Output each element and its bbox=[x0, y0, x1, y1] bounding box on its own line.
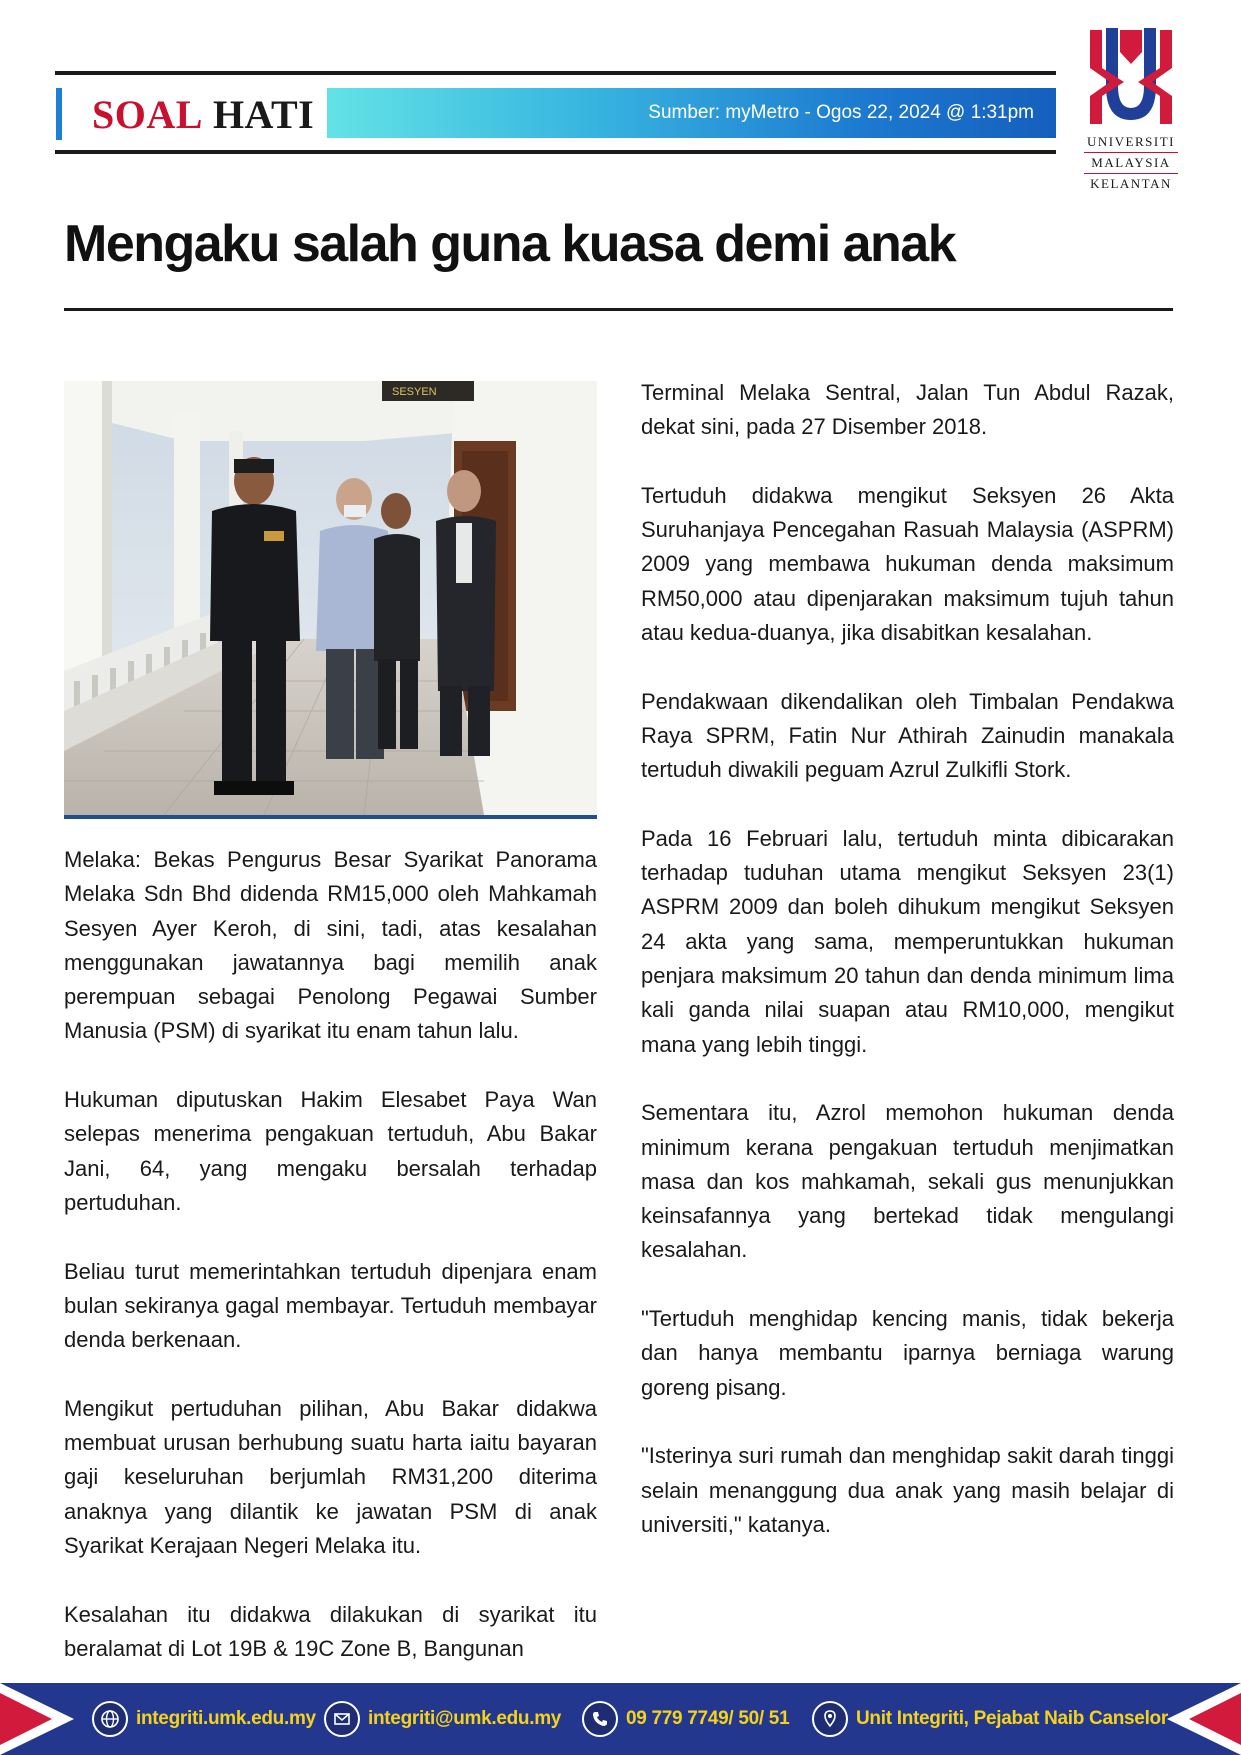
article-paragraph: Melaka: Bekas Pengurus Besar Syarikat Panorama Melaka Sdn Bhd didenda RM15,000 oleh Mahkamah Sesyen Ayer Keroh, di sini, tadi, atas kesalahan menggunakan jawatannya bagi memilih anak perempuan sebagai Penolong Pegawai Sumber Manusia (PSM) di syarikat itu enam tahun lalu. bbox=[64, 847, 597, 1044]
footer-email[interactable] bbox=[324, 1701, 561, 1737]
footer-website-text: integriti.umk.edu.my bbox=[136, 1708, 316, 1729]
logo-text-malaysia: MALAYSIA bbox=[1091, 155, 1171, 170]
footer-left-chevron bbox=[0, 1683, 74, 1755]
title-underline bbox=[64, 308, 1173, 311]
footer-phone-text: 09 779 7749/ 50/ 51 bbox=[626, 1708, 790, 1729]
article-paragraph: Pada 16 Februari lalu, tertuduh minta dibicarakan terhadap tuduhan utama mengikut Seksyen 23(1) ASPRM 2009 dan boleh dihukum mengikut Seksyen 24 akta yang sama, memperuntukkan hukuman penjara maksimum 20 tahun dan denda minimum lima kali ganda nilai suapan atau RM10,000, mengikut mana yang lebih tinggi. bbox=[641, 825, 1174, 1057]
article-title: Mengaku salah guna kuasa demi anak bbox=[64, 215, 956, 273]
phone-icon bbox=[582, 1701, 618, 1737]
footer-contact-bar bbox=[0, 1683, 1241, 1755]
source-text: Sumber: myMetro - Ogos 22, 2024 @ 1:31pm bbox=[648, 102, 1034, 123]
article-paragraph: "Tertuduh menghidap kencing manis, tidak bekerja dan hanya membantu iparnya berniaga warung goreng pisang. bbox=[641, 1306, 1174, 1400]
article-paragraph: Mengikut pertuduhan pilihan, Abu Bakar didakwa membuat urusan berhubung suatu harta iaitu bayaran gaji keseluruhan berjumlah RM31,200 diterima anaknya yang dilantik ke jawatan PSM di anak Syarikat Kerajaan Negeri Melaka itu. bbox=[64, 1395, 597, 1558]
globe-icon bbox=[92, 1701, 128, 1737]
mail-icon bbox=[324, 1701, 360, 1737]
brand-title bbox=[92, 88, 314, 140]
footer-right-chevron bbox=[1167, 1683, 1241, 1755]
footer-office[interactable] bbox=[812, 1701, 1168, 1737]
brand-title-hati: HATI bbox=[212, 91, 315, 137]
footer-office-text: Unit Integriti, Pejabat Naib Canselor bbox=[856, 1708, 1168, 1729]
umk-logo bbox=[1082, 24, 1180, 192]
article-photo bbox=[64, 381, 597, 819]
source-banner bbox=[327, 88, 1056, 138]
article-body-left-column bbox=[64, 843, 597, 1700]
article-paragraph: Kesalahan itu didakwa dilakukan di syarikat itu beralamat di Lot 19B & 19C Zone B, Bangunan bbox=[64, 1601, 597, 1661]
brand-accent-bar bbox=[56, 88, 62, 140]
article-paragraph: "Isterinya suri rumah dan menghidap sakit darah tinggi selain menanggung dua anak yang masih belajar di universiti," katanya. bbox=[641, 1443, 1174, 1537]
footer-email-text: integriti@umk.edu.my bbox=[368, 1708, 562, 1729]
location-icon bbox=[812, 1701, 848, 1737]
article-paragraph: Beliau turut memerintahkan tertuduh dipenjara enam bulan sekiranya gagal membayar. Tertuduh membayar denda berkenaan. bbox=[64, 1258, 597, 1353]
article-paragraph: Hukuman diputuskan Hakim Elesabet Paya Wan selepas menerima pengakuan tertuduh, Abu Bakar Jani, 64, yang mengaku bersalah terhadap pertuduhan. bbox=[64, 1087, 597, 1215]
brand-title-soal: SOAL bbox=[92, 91, 203, 137]
article-paragraph: Tertuduh didakwa mengikut Seksyen 26 Akta Suruhanjaya Pencegahan Rasuah Malaysia (ASPRM) 2009 yang membawa hukuman denda maksimum RM50,000 atau dipenjarakan maksimum tujuh tahun atau kedua-duanya, jika disabitkan kesalahan. bbox=[641, 482, 1174, 646]
article-paragraph: Sementara itu, Azrol memohon hukuman denda minimum kerana pengakuan tertuduh menjimatkan masa dan kos mahkamah, sekali gus menunjukkan keinsafannya yang bertekad tidak mengulangi kesalahan. bbox=[641, 1100, 1174, 1263]
sesyen-sign-text: SESYEN bbox=[392, 386, 437, 398]
header-top-rule bbox=[55, 71, 1056, 75]
footer-phone[interactable] bbox=[582, 1701, 789, 1737]
umk-logo-mark bbox=[1086, 24, 1176, 130]
logo-divider bbox=[1084, 173, 1178, 174]
logo-divider bbox=[1084, 152, 1178, 153]
logo-text-universiti: UNIVERSITI bbox=[1087, 134, 1175, 149]
article-paragraph: Terminal Melaka Sentral, Jalan Tun Abdul Razak, dekat sini, pada 27 Disember 2018. bbox=[641, 380, 1174, 440]
logo-text-kelantan: KELANTAN bbox=[1090, 176, 1172, 191]
article-body-right-column bbox=[641, 376, 1174, 1576]
footer-website[interactable] bbox=[92, 1701, 316, 1737]
header-bottom-rule bbox=[55, 150, 1056, 154]
article-paragraph: Pendakwaan dikendalikan oleh Timbalan Pendakwa Raya SPRM, Fatin Nur Athirah Zainudin manakala tertuduh diwakili peguam Azrul Zulkifli Stork. bbox=[641, 688, 1174, 783]
court-corridor-photo bbox=[64, 381, 597, 815]
